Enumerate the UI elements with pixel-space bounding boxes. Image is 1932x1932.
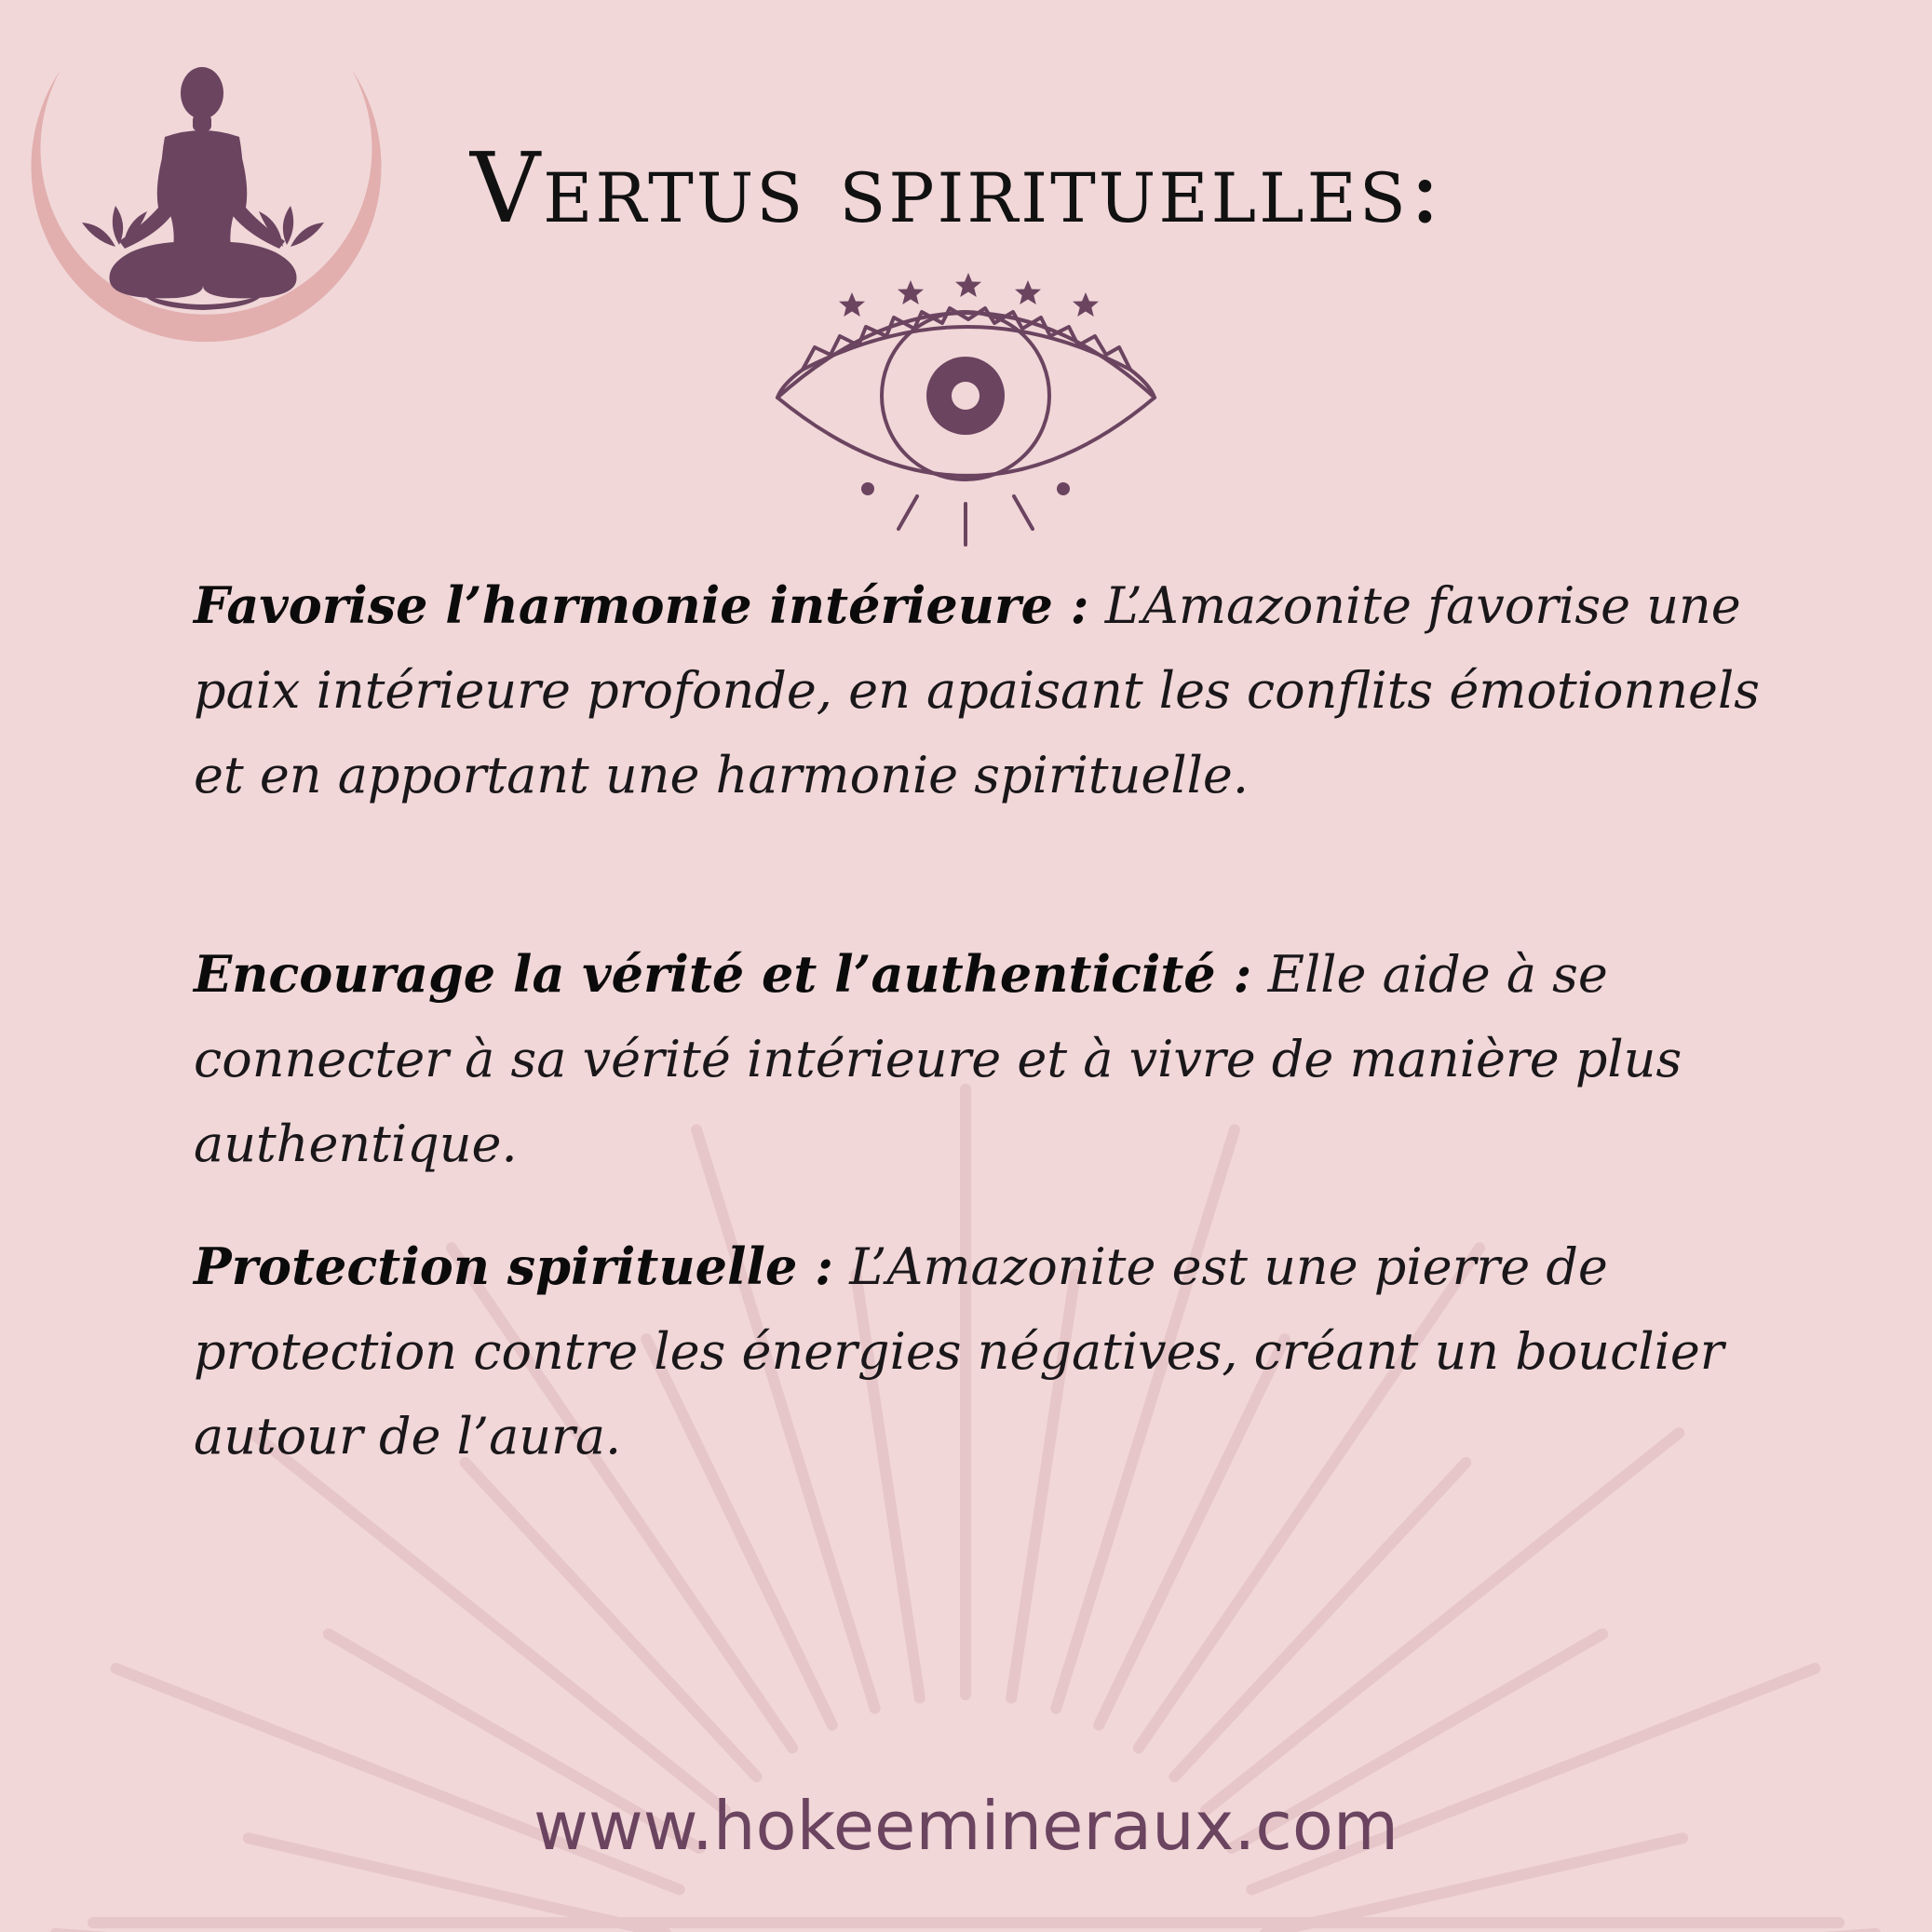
virtue-title: Encourage la vérité et l’authenticité : bbox=[194, 944, 1252, 1004]
virtue-item bbox=[194, 932, 1795, 1186]
virtues-list bbox=[194, 563, 1795, 1479]
third-eye-icon bbox=[773, 265, 1159, 554]
website-link[interactable]: www.hokeemineraux.com bbox=[533, 1787, 1399, 1865]
virtue-item bbox=[194, 563, 1795, 817]
virtue-description: Elle aide à se connecter à sa vérité intérieure et à vivre de manière plus authentique. bbox=[194, 945, 1682, 1173]
stars-icon bbox=[839, 273, 1099, 317]
virtue-description: L’Amazonite est une pierre de protection contre les énergies négatives, créant un bouclier autour de l’aura. bbox=[194, 1237, 1724, 1466]
virtue-item bbox=[194, 1224, 1795, 1479]
page-title: Vertus spirituelles: bbox=[470, 131, 1444, 245]
meditating-figure-icon bbox=[109, 67, 296, 310]
sunburst-ray bbox=[1175, 1463, 1466, 1777]
meditation-logo-icon bbox=[19, 42, 391, 386]
virtue-title: Favorise l’harmonie intérieure : bbox=[194, 575, 1089, 635]
virtue-title: Protection spirituelle : bbox=[194, 1236, 834, 1296]
virtue-description: L’Amazonite favorise une paix intérieure profonde, en apaisant les conflits émotionnels et en apportant une harmonie spirituelle. bbox=[194, 576, 1760, 804]
sunburst-ray bbox=[466, 1463, 757, 1777]
